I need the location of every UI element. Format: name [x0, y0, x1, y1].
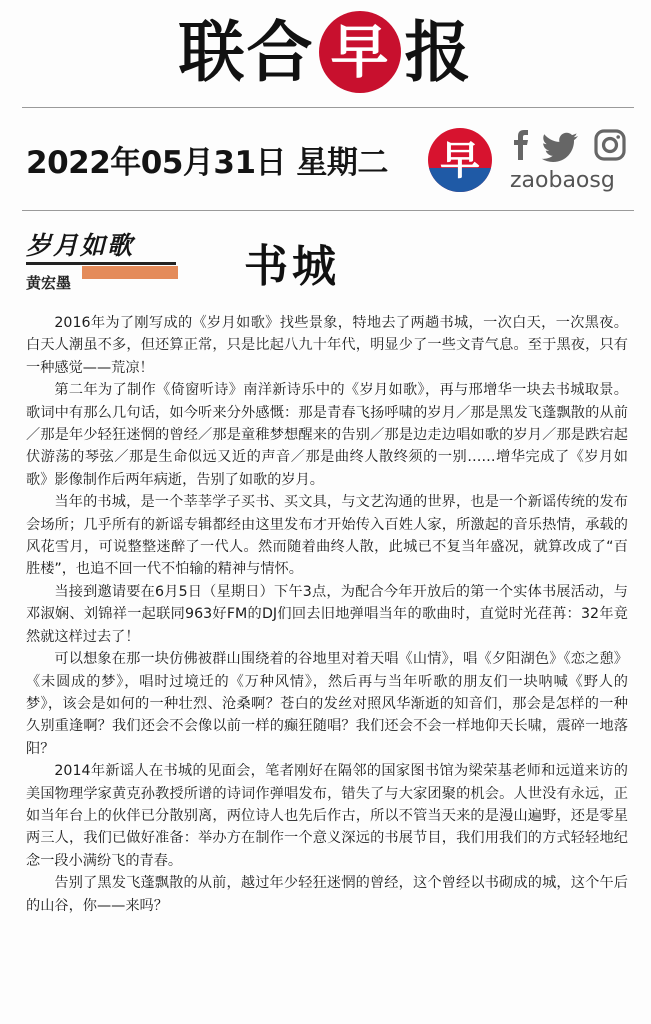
issue-date: 2022年05月31日 星期二: [26, 145, 388, 181]
twitter-icon[interactable]: [542, 133, 578, 162]
zaobao-logo-icon: [428, 128, 492, 192]
social-handle[interactable]: zaobaosg: [510, 168, 615, 193]
paragraph: 可以想象在那一块仿佛被群山围绕着的谷地里对着天唱《山情》，唱《夕阳湖色》《恋之憩》《未圆成的梦》，唱时过境迁的《万种风情》，然后再与当年听歌的朋友们一块呐喊《野人的梦》，该会是如何的一种壮烈、沧桑啊？苍白的发丝对照风华渐逝的知音们，那会是怎样的一种久别重逢啊？我们还会不会像以前一样的癫狂随唱？我们还会不会一样地仰天长啸，震碎一地落阳？: [26, 651, 628, 757]
svg-text:早: 早: [440, 137, 480, 184]
author-name: 黄宏墨: [26, 274, 72, 292]
instagram-icon[interactable]: [596, 131, 624, 159]
column-title: 岁月如歌: [26, 231, 135, 260]
masthead-circle-glyph: 早: [319, 11, 401, 93]
top-divider: [22, 107, 634, 108]
column-underline: [26, 262, 176, 265]
masthead: [0, 6, 651, 98]
paragraph: 2014年新谣人在书城的见面会，笔者刚好在隔邻的国家图书馆为梁荣基老师和远道来访的美国物理学家黄克孙教授所谱的诗词作弹唱发布，错失了与大家团聚的机会。人世没有永远，正如当年台上的伙伴已分散别离，两位诗人也先后作古，所以不管当天来的是漫山遍野，还是零星两三人，我们已做好准备：举办方在制作一个意义深远的书展节目，我们用我们的方式轻轻地纪念一段小满纷飞的青春。: [26, 763, 628, 869]
paragraph: 2016年为了刚写成的《岁月如歌》找些景象，特地去了两趟书城，一次白天，一次黑夜。白天人潮虽不多，但还算正常，只是比起八九十年代，明显少了一些文青气息。至于黑夜，只有一种感觉——荒凉！: [26, 315, 628, 376]
article-headline: 书城: [244, 241, 340, 292]
paragraph: 第二年为了制作《倚窗听诗》南洋新诗乐中的《岁月如歌》，再与邢增华一块去书城取景。歌词中有那么几句话，如今听来分外感慨：那是青春飞扬呼啸的岁月／那是黑发飞蓬飘散的从前／那是年少轻狂迷惘的曾经／那是童稚梦想醒来的告别／那是边走边唱如歌的岁月／那是跌宕起伏游荡的琴弦／那是生命似远又近的声音／那是曲终人散终须的一别……增华完成了《岁月如歌》影像制作后两年病逝，告别了如歌的岁月。: [26, 382, 628, 488]
date-divider: [22, 210, 634, 211]
paragraph: 告别了黑发飞蓬飘散的从前，越过年少轻狂迷惘的曾经，这个曾经以书砌成的城，这个午后的山谷，你——来吗？: [26, 875, 628, 914]
masthead-title-part: 联合: [178, 13, 315, 91]
paragraph: 当接到邀请要在6月5日（星期日）下午3点，为配合今年开放后的第一个实体书展活动，与邓淑娴、刘锦祥一起联同963好FM的DJ们回去旧地弹唱当年的歌曲时，直觉时光荏苒：32年竟然就这样过去了！: [26, 583, 628, 645]
paragraph: 当年的书城，是一个莘莘学子买书、买文具，与文艺沟通的世界，也是一个新谣传统的发布会场所；几乎所有的新谣专辑都经由这里发布才开始传入百姓人家，所激起的音乐热情，承载的风花雪月，可说整整迷醉了一代人。然而随着曲终人散，此城已不复当年盛况，就算改成了“百胜楼”，也追不回一代不怕输的精神与情怀。: [26, 494, 628, 578]
social-links: [510, 128, 630, 193]
column-accent-bar: [82, 266, 178, 279]
masthead-title-part-end: 报: [404, 13, 473, 91]
facebook-icon[interactable]: [514, 130, 528, 160]
article-body: [26, 312, 628, 917]
